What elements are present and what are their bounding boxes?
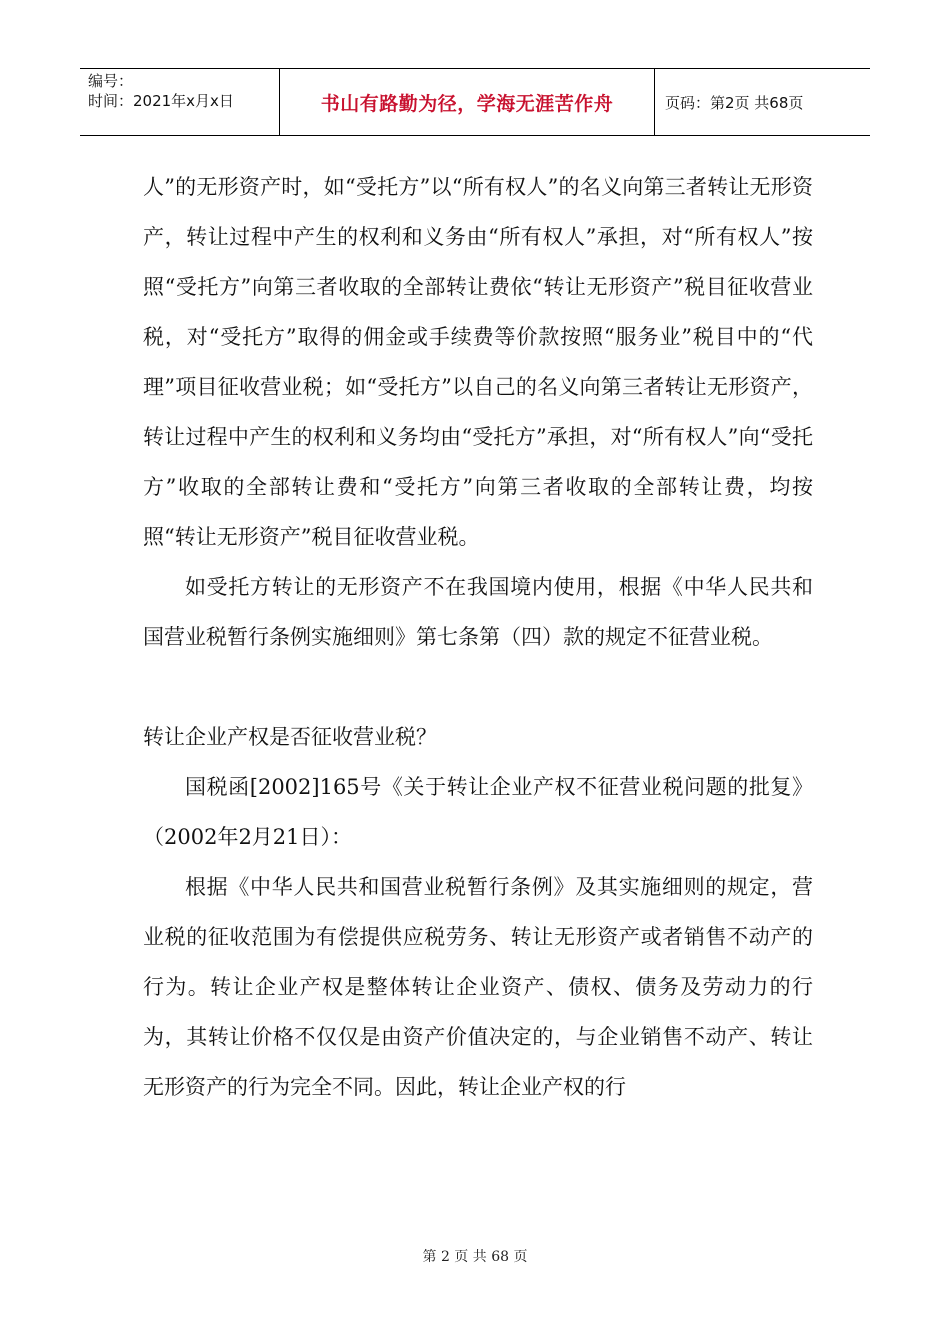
section-question: 转让企业产权是否征收营业税？ (143, 725, 437, 749)
header-motto: 书山有路勤为径，学海无涯苦作舟 (280, 69, 655, 135)
paragraph-spacer (143, 662, 813, 712)
header-page-info: 页码：第2页 共68页 (665, 93, 804, 112)
header-meta (80, 69, 280, 135)
paragraph: 人”的无形资产时，如“受托方”以“所有权人”的名义向第三者转让无形资产，转让过程中产生的权利和义务由“所有权人”承担，对“所有权人”按照“受托方”向第三者收取的全部转让费依“转让无形资产”税目征收营业税，对“受托方”取得的佣金或手续费等价款按照“服务业”税目中的“代理”项目征收营业税；如“受托方”以自己的名义向第三者转让无形资产，转让过程中产生的权利和义务均由“受托方”承担，对“所有权人”向“受托方”收取的全部转让费和“受托方”向第三者收取的全部转让费，均按照“转让无形资产”税目征收营业税。 (143, 175, 813, 549)
paragraph: 如受托方转让的无形资产不在我国境内使用，根据《中华人民共和国营业税暂行条例实施细则》第七条第（四）款的规定不征营业税。 (143, 575, 813, 649)
page-header (80, 68, 870, 136)
doc-date-label: 时间：2021年x月x日 (88, 92, 234, 110)
page-footer: 第 2 页 共 68 页 (422, 1249, 528, 1265)
document-body (143, 162, 813, 1112)
paragraph: 根据《中华人民共和国营业税暂行条例》及其实施细则的规定，营业税的征收范围为有偿提供应税劳务、转让无形资产或者销售不动产的行为。转让企业产权是整体转让企业资产、债权、债务及劳动力的行为，其转让价格不仅仅是由资产价值决定的，与企业销售不动产、转让无形资产的行为完全不同。因此，转让企业产权的行 (143, 875, 813, 1099)
doc-number-label: 编号： (88, 72, 134, 90)
paragraph: 国税函[2002]165号《关于转让企业产权不征营业税问题的批复》（2002年2月21日）： (143, 775, 813, 849)
